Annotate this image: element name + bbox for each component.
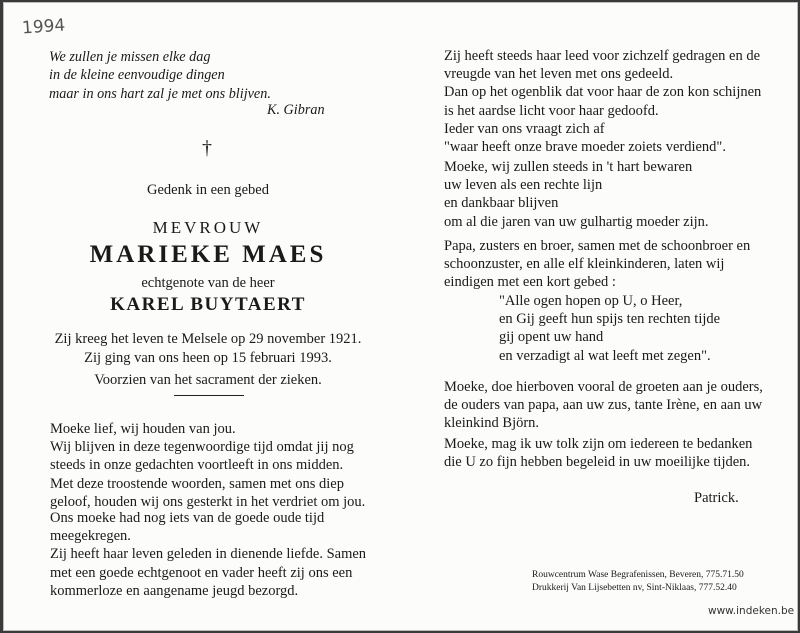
text-line: Moeke lief, wij houden van jou.	[50, 421, 236, 437]
left-paragraph-1	[50, 420, 365, 511]
gedenk-text: Gedenk in een gebed	[147, 182, 269, 198]
spouse-name: KAREL BUYTAERT	[110, 294, 306, 315]
text-line: Dan op het ogenblik dat voor haar de zon kon schijnen	[444, 84, 762, 101]
text-line: is het aardse licht voor haar gedoofd.	[444, 102, 659, 119]
text-line: "waar heeft onze brave moeder zoiets verdiend".	[444, 139, 726, 156]
left-paragraph-2	[50, 509, 366, 600]
spouse-intro: echtgenote van de heer	[141, 275, 275, 291]
text-line: steeds in onze gedachten voortleeft in ons midden.	[50, 457, 344, 474]
signoff: Patrick.	[694, 490, 739, 506]
text-line: Met deze troostende woorden, samen met ons diep	[50, 475, 344, 492]
cross-icon: †	[202, 137, 212, 159]
text-line: kleinkind Björn.	[444, 415, 540, 432]
text-line: vreugde van het leven met ons gedeeld.	[444, 66, 674, 83]
divider	[174, 395, 244, 396]
life-dates	[48, 330, 368, 368]
text-line: en dankbaar blijven	[444, 195, 559, 212]
sacrament-line: Voorzien van het sacrament der zieken.	[94, 372, 322, 388]
text-line: Ons moeke had nog iets van de goede oude tijd	[50, 510, 325, 526]
text-line: uw leven als een rechte lijn	[444, 177, 603, 194]
text-line: eindigen met een kort gebed :	[444, 274, 616, 291]
prayer-line: en verzadigt al wat leeft met zegen".	[499, 347, 711, 364]
text-line: Wij blijven in deze tegenwoordige tijd omdat jij nog	[50, 439, 354, 456]
poem-line: maar in ons hart zal je met ons blijven.	[49, 85, 271, 102]
prayer-line: gij opent uw hand	[499, 329, 604, 346]
closing-paragraph-1	[444, 378, 763, 433]
prayer	[499, 292, 720, 365]
credits	[532, 569, 744, 595]
right-paragraph-1	[444, 47, 761, 156]
poem	[49, 48, 271, 103]
death-line: Zij ging van ons heen op 15 februari 1993.	[84, 350, 332, 366]
handwritten-note: 1994	[21, 15, 66, 39]
text-line: Moeke, wij zullen steeds in 't hart bewaren	[444, 159, 693, 175]
prayer-line: en Gij geeft hun spijs ten rechten tijde	[499, 311, 721, 328]
birth-line: Zij kreeg het leven te Melsele op 29 november 1921.	[54, 331, 362, 347]
text-line: Papa, zusters en broer, samen met de schoonbroer en	[444, 238, 751, 254]
text-line: kommerloze en aangename jeugd bezorgd.	[50, 582, 299, 599]
deceased-name: MARIEKE MAES	[89, 241, 327, 268]
text-line: schoonzuster, en alle elf kleinkinderen, laten wij	[444, 256, 725, 273]
text-line: Moeke, mag ik uw tolk zijn om iedereen te bedanken	[444, 436, 753, 452]
text-line: Zij heeft haar leven geleden in dienende liefde. Samen	[50, 546, 367, 563]
text-line: die U zo fijn hebben begeleid in uw moeilijke tijden.	[444, 454, 751, 471]
credit-line: Rouwcentrum Wase Begrafenissen, Beveren, 775.71.50	[532, 570, 744, 580]
poem-line: We zullen je missen elke dag	[49, 49, 211, 65]
prayer-line: "Alle ogen hopen op U, o Heer,	[499, 293, 683, 309]
text-line: Moeke, doe hierboven vooral de groeten aan je ouders,	[444, 379, 763, 395]
memorial-card	[3, 2, 798, 631]
text-line: met een goede echtgenoot en vader heeft zij ons een	[50, 564, 353, 581]
credit-line: Drukkerij Van Lijsebetten nv, Sint-Niklaas, 777.52.40	[532, 583, 737, 593]
right-paragraph-3	[444, 237, 750, 292]
closing-paragraph-2	[444, 435, 752, 471]
text-line: meegekregen.	[50, 528, 131, 545]
text-line: Ieder van ons vraagt zich af	[444, 120, 605, 137]
poem-author: K. Gibran	[267, 102, 325, 118]
text-line: om al die jaren van uw gulhartig moeder zijn.	[444, 213, 709, 230]
poem-line: in de kleine eenvoudige dingen	[49, 67, 225, 84]
right-paragraph-2	[444, 158, 709, 231]
text-line: geloof, houden wij ons gesterkt in het verdriet om jou.	[50, 493, 366, 510]
watermark: www.indeken.be	[708, 605, 795, 617]
text-line: de ouders van papa, aan uw zus, tante Irène, en aan uw	[444, 397, 763, 414]
title: MEVROUW	[152, 218, 264, 237]
text-line: Zij heeft steeds haar leed voor zichzelf gedragen en de	[444, 48, 761, 64]
